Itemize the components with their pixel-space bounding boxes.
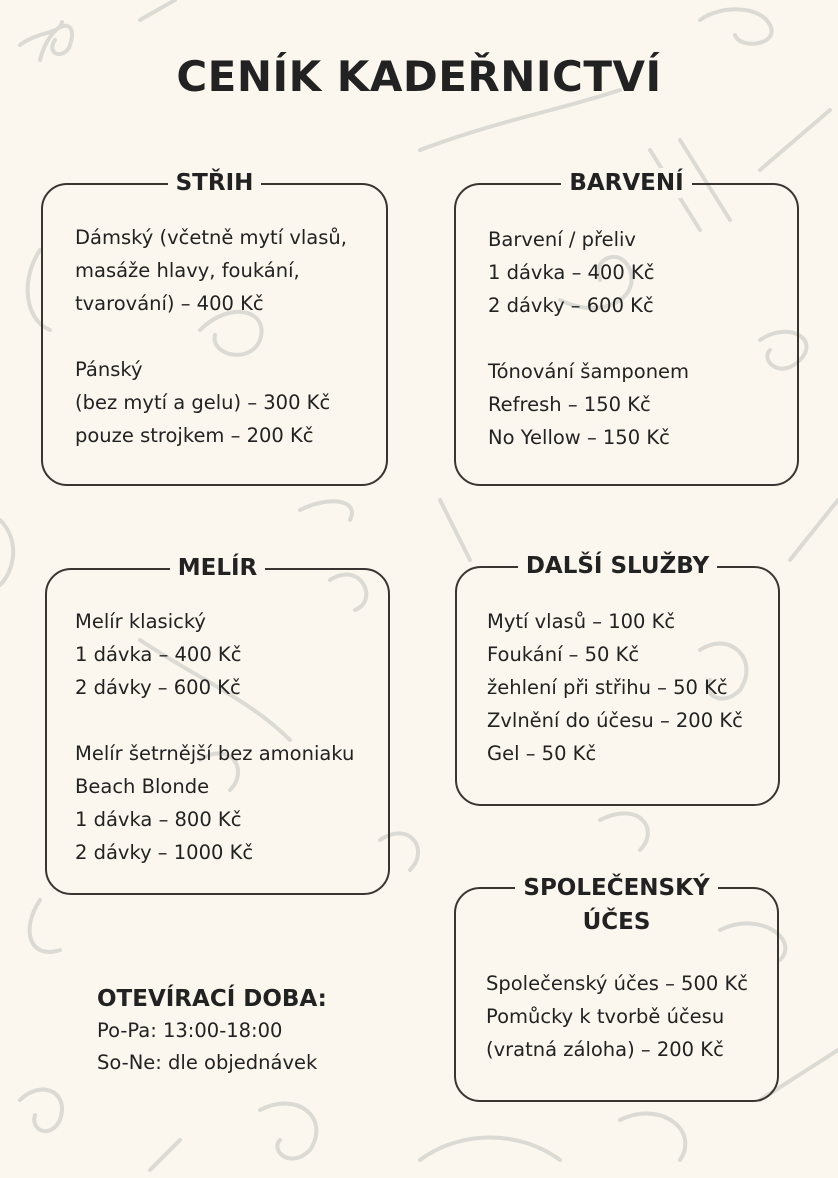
price-line: Barvení / přeliv: [488, 228, 636, 251]
price-line: Melír šetrnější bez amoniaku: [75, 742, 355, 765]
section-title-spolecensky-line2: ÚČES: [583, 905, 651, 939]
price-line: Dámský (včetně mytí vlasů,: [75, 226, 347, 249]
price-list-dalsi-sluzby: [487, 605, 743, 770]
price-line: (bez mytí a gelu) – 300 Kč: [75, 391, 331, 414]
price-line: No Yellow – 150 Kč: [488, 426, 670, 449]
price-line: Refresh – 150 Kč: [488, 393, 651, 416]
price-line: Beach Blonde: [75, 775, 210, 798]
price-line: 2 dávky – 1000 Kč: [75, 841, 254, 864]
section-title-spolecensky-line1: SPOLEČENSKÝ: [515, 871, 717, 905]
section-title-barveni: BARVENÍ: [561, 168, 691, 198]
price-line: 1 dávka – 400 Kč: [75, 643, 242, 666]
section-title-dalsi-sluzby: DALŠÍ SLUŽBY: [518, 551, 717, 581]
spacer: [75, 320, 347, 353]
section-strih: [41, 170, 388, 486]
price-line: žehlení při střihu – 50 Kč: [487, 676, 728, 699]
price-line: 1 dávka – 400 Kč: [488, 261, 655, 284]
section-title-strih: STŘIH: [168, 168, 262, 198]
opening-hours: [97, 983, 327, 1079]
price-line: Pánský: [75, 358, 143, 381]
price-line: Tónování šamponem: [488, 360, 690, 383]
price-line: masáže hlavy, foukání,: [75, 259, 300, 282]
price-line: Mytí vlasů – 100 Kč: [487, 610, 676, 633]
page-title: CENÍK KADEŘNICTVÍ: [176, 52, 662, 101]
price-line: Společenský účes – 500 Kč: [486, 972, 748, 995]
section-barveni: [454, 170, 799, 486]
price-line: Pomůcky k tvorbě účesu: [486, 1005, 725, 1028]
section-dalsi-sluzby: [455, 553, 780, 806]
price-line: Foukání – 50 Kč: [487, 643, 640, 666]
price-line: pouze strojkem – 200 Kč: [75, 424, 314, 447]
opening-hours-weekend: So-Ne: dle objednávek: [97, 1051, 318, 1074]
price-line: tvarování) – 400 Kč: [75, 292, 264, 315]
price-list-barveni: [488, 223, 689, 454]
spacer: [75, 704, 354, 737]
spacer: [488, 322, 689, 355]
price-line: 2 dávky – 600 Kč: [75, 676, 241, 699]
price-line: Zvlnění do účesu – 200 Kč: [487, 709, 743, 732]
section-spolecensky-uces: [454, 875, 779, 1102]
price-list-melir: [75, 605, 354, 869]
price-line: Melír klasický: [75, 610, 206, 633]
price-line: (vratná záloha) – 200 Kč: [486, 1038, 724, 1061]
price-list-strih: [75, 221, 347, 452]
opening-hours-weekdays: Po-Pa: 13:00-18:00: [97, 1019, 283, 1042]
price-line: Gel – 50 Kč: [487, 742, 597, 765]
opening-hours-title: OTEVÍRACÍ DOBA:: [97, 986, 327, 1012]
section-title-melir: MELÍR: [170, 553, 266, 583]
section-melir: [45, 555, 390, 895]
price-list-spolecensky-uces: [486, 967, 748, 1066]
price-line: 1 dávka – 800 Kč: [75, 808, 242, 831]
price-line: 2 dávky – 600 Kč: [488, 294, 654, 317]
